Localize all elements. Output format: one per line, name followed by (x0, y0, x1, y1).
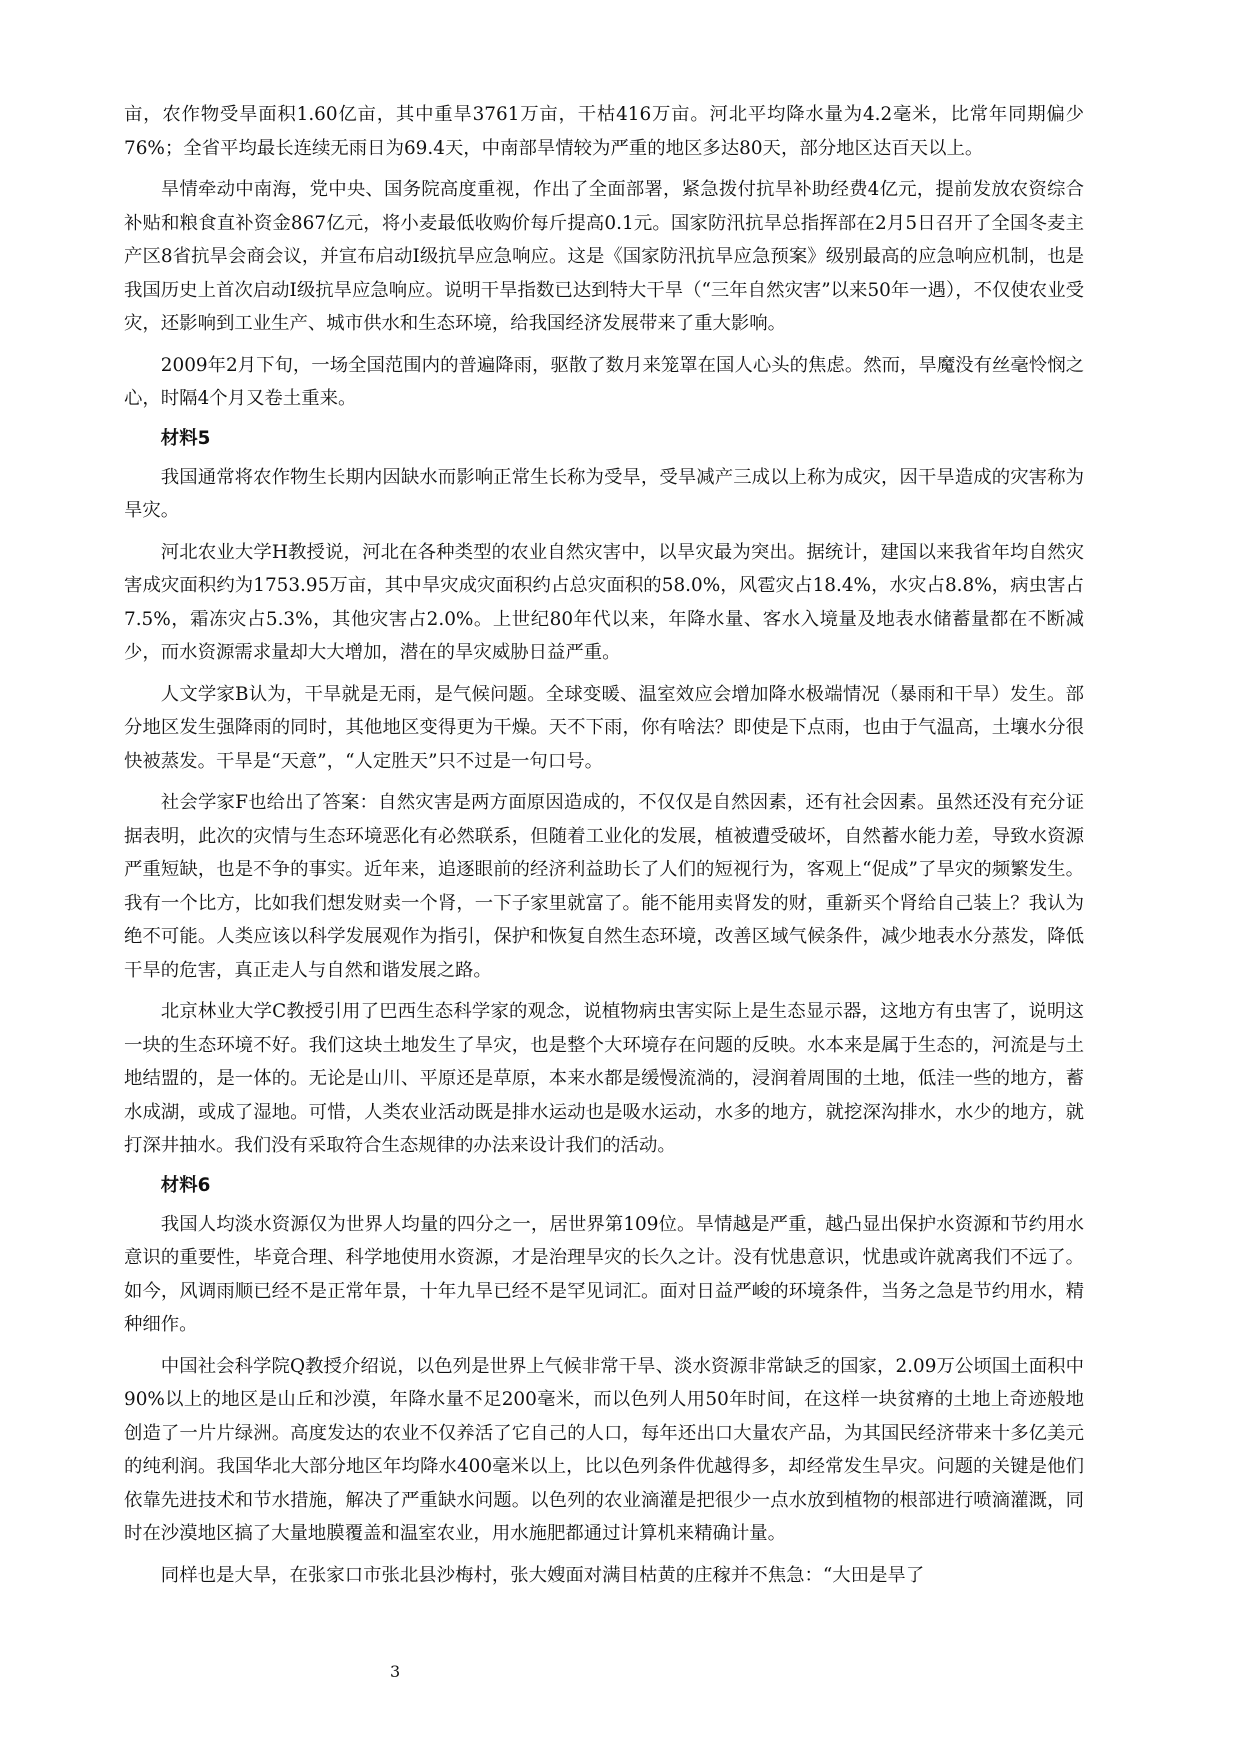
paragraph: 我国通常将农作物生长期内因缺水而影响正常生长称为受旱，受旱减产三成以上称为成灾，因干旱造成的灾害称为旱灾。 (124, 466, 1084, 521)
paragraph: 河北农业大学H教授说，河北在各种类型的农业自然灾害中，以旱灾最为突出。据统计，建国以来我省年均自然灾害成灾面积约为1753.95万亩，其中旱灾成灾面积约占总灾面积的58.0%，风雹灾占18.4%，水灾占8.8%，病虫害占7.5%，霜冻灾占5.3%，其他灾害占2.0%。上世纪80年代以来，年降水量、客水入境量及地表水储蓄量都在不断减少，而水资源需求量却大大增加，潜在的旱灾威胁日益严重。 (124, 541, 1084, 663)
paragraph: 旱情牵动中南海，党中央、国务院高度重视，作出了全面部署，紧急拨付抗旱补助经费4亿元，提前发放农资综合补贴和粮食直补资金867亿元，将小麦最低收购价每斤提高0.1元。国家防汛抗旱总指挥部在2月5日召开了全国冬麦主产区8省抗旱会商会议，并宣布启动Ⅰ级抗旱应急响应。这是《国家防汛抗旱应急预案》级别最高的应急响应机制，也是我国历史上首次启动Ⅰ级抗旱应急响应。说明干旱指数已达到特大干旱（“三年自然灾害”以来50年一遇），不仅使农业受灾，还影响到工业生产、城市供水和生态环境，给我国经济发展带来了重大影响。 (124, 179, 1084, 334)
section-heading: 材料5 (160, 427, 211, 449)
section-heading: 材料6 (160, 1174, 211, 1196)
paragraph: 社会学家F也给出了答案：自然灾害是两方面原因造成的，不仅仅是自然因素，还有社会因素。虽然还没有充分证据表明，此次的灾情与生态环境恶化有必然联系，但随着工业化的发展，植被遭受破坏，自然蓄水能力差，导致水资源严重短缺，也是不争的事实。近年来，追逐眼前的经济利益助长了人们的短视行为，客观上“促成”了旱灾的频繁发生。我有一个比方，比如我们想发财卖一个肾，一下子家里就富了。能不能用卖肾发的财，重新买个肾给自己装上？我认为绝不可能。人类应该以科学发展观作为指引，保护和恢复自然生态环境，改善区域气候条件，减少地表水分蒸发，降低干旱的危害，真正走人与自然和谐发展之路。 (124, 792, 1084, 981)
paragraph: 亩，农作物受旱面积1.60亿亩，其中重旱3761万亩，干枯416万亩。河北平均降水量为4.2毫米，比常年同期偏少76%；全省平均最长连续无雨日为69.4天，中南部旱情较为严重的地区多达80天，部分地区达百天以上。 (124, 104, 1084, 159)
paragraph: 人文学家B认为，干旱就是无雨，是气候问题。全球变暖、温室效应会增加降水极端情况（暴雨和干旱）发生。部分地区发生强降雨的同时，其他地区变得更为干燥。天不下雨，你有啥法？即使是下点雨，也由于气温高，土壤水分很快被蒸发。干旱是“天意”，“人定胜天”只不过是一句口号。 (124, 683, 1084, 772)
paragraph: 同样也是大旱，在张家口市张北县沙梅村，张大嫂面对满目枯黄的庄稼并不焦急：“大田是旱了 (160, 1564, 925, 1586)
paragraph: 中国社会科学院Q教授介绍说，以色列是世界上气候非常干旱、淡水资源非常缺乏的国家，2.09万公顷国土面积中90%以上的地区是山丘和沙漠，年降水量不足200毫米，而以色列人用50年时间，在这样一块贫瘠的土地上奇迹般地创造了一片片绿洲。高度发达的农业不仅养活了它自己的人口，每年还出口大量农产品，为其国民经济带来十多亿美元的纯利润。我国华北大部分地区年均降水400毫米以上，比以色列条件优越得多，却经常发生旱灾。问题的关键是他们依靠先进技术和节水措施，解决了严重缺水问题。以色列的农业滴灌是把很少一点水放到植物的根部进行喷滴灌溉，同时在沙漠地区搞了大量地膜覆盖和温室农业，用水施肥都通过计算机来精确计量。 (124, 1355, 1084, 1544)
document-body (124, 98, 1084, 1600)
paragraph: 我国人均淡水资源仅为世界人均量的四分之一，居世界第109位。旱情越是严重，越凸显出保护水资源和节约用水意识的重要性，毕竟合理、科学地使用水资源，才是治理旱灾的长久之计。没有忧患意识，忧患或许就离我们不远了。如今，风调雨顺已经不是正常年景，十年九旱已经不是罕见词汇。面对日益严峻的环境条件，当务之急是节约用水，精种细作。 (124, 1213, 1084, 1335)
page-number: 3 (390, 1662, 401, 1681)
paragraph: 2009年2月下旬，一场全国范围内的普遍降雨，驱散了数月来笼罩在国人心头的焦虑。然而，旱魔没有丝毫怜悯之心，时隔4个月又卷土重来。 (124, 354, 1084, 409)
paragraph: 北京林业大学C教授引用了巴西生态科学家的观念，说植物病虫害实际上是生态显示器，这地方有虫害了，说明这一块的生态环境不好。我们这块土地发生了旱灾，也是整个大环境存在问题的反映。水本来是属于生态的，河流是与土地结盟的，是一体的。无论是山川、平原还是草原，本来水都是缓慢流淌的，浸润着周围的土地，低洼一些的地方，蓄水成湖，或成了湿地。可惜，人类农业活动既是排水运动也是吸水运动，水多的地方，就挖深沟排水，水少的地方，就打深井抽水。我们没有采取符合生态规律的办法来设计我们的活动。 (124, 1001, 1084, 1156)
